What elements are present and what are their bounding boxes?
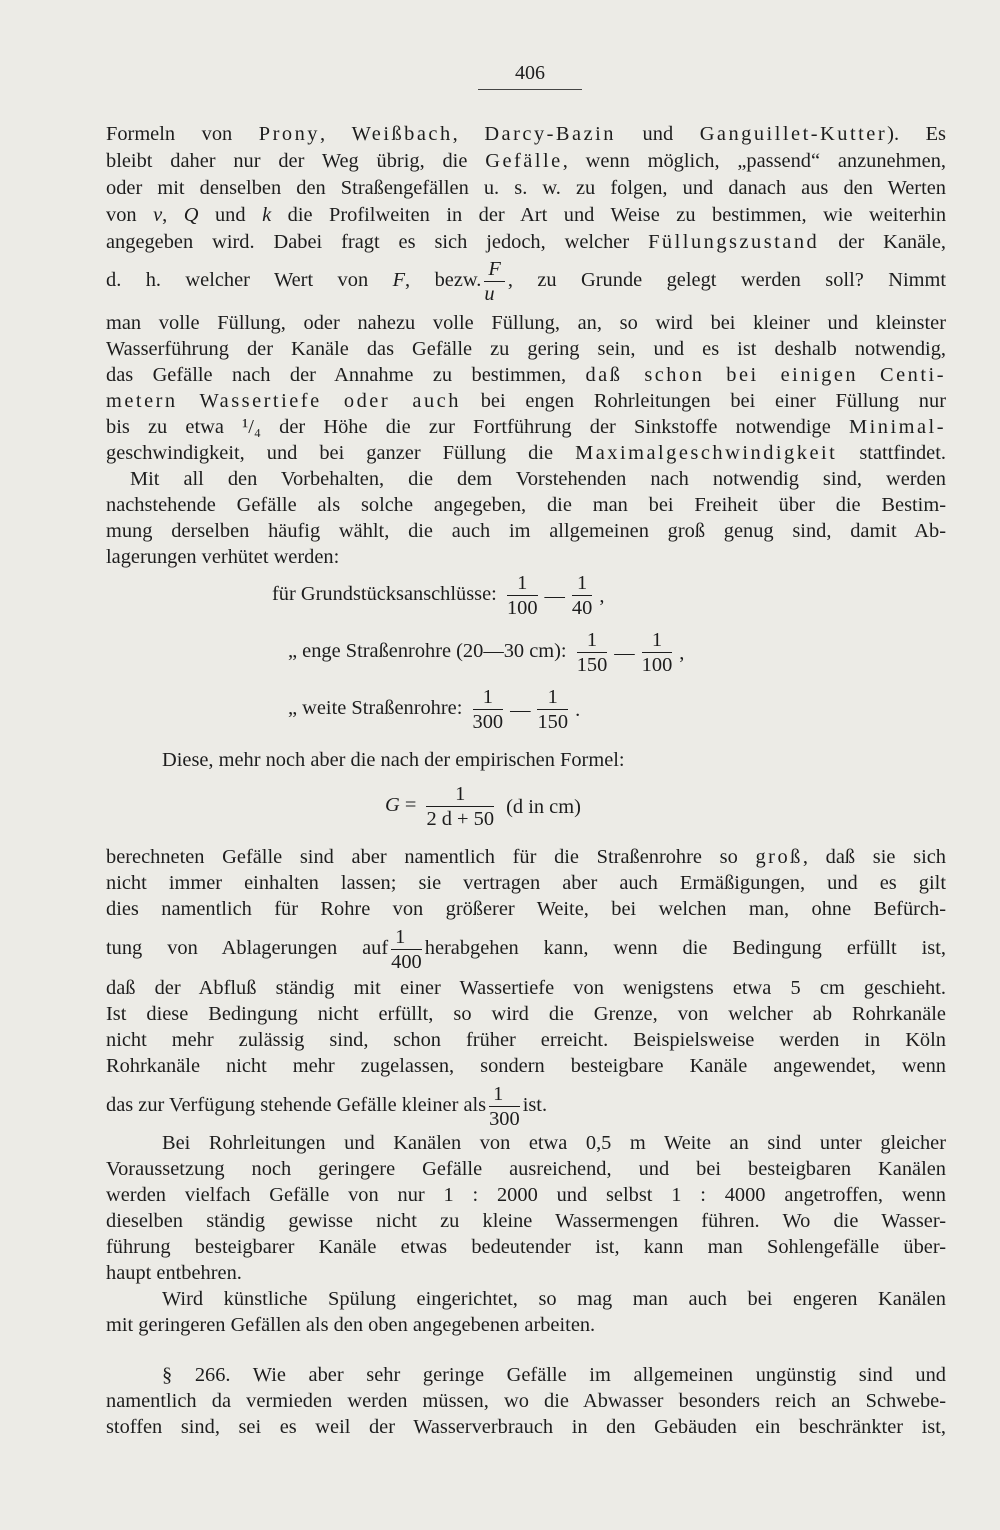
- text-line: Wird künstliche Spülung eingerichtet, so mag man auch bei engeren Kanälen: [162, 1288, 946, 1310]
- text-run: und: [198, 204, 263, 226]
- emphasis-text: Füllungszustand: [648, 231, 820, 253]
- text-line: [106, 389, 946, 413]
- text-run: Formeln von: [106, 123, 259, 145]
- author-name: Ganguillet-Kutter: [699, 123, 888, 145]
- text-line: [106, 230, 946, 254]
- formula-label: „ enge Straßenrohre (20—30 cm):: [288, 640, 567, 663]
- text-run: berechneten Gefälle sind aber namentlich für die Straßenrohre so: [106, 846, 756, 868]
- fraction: [391, 925, 422, 974]
- fraction-denominator: 400: [391, 950, 422, 973]
- text-run: ist.: [522, 1094, 548, 1116]
- page-number: 406: [478, 62, 582, 90]
- text-line: stoffen sind, sei es weil der Wasserverbrauch in den Gebäuden ein beschränkter ist,: [106, 1416, 946, 1438]
- fraction-denominator: 150: [576, 654, 608, 676]
- fraction-numerator: 1: [537, 685, 568, 710]
- dash: —: [510, 698, 531, 721]
- text-run: ,: [452, 123, 485, 145]
- fraction: [426, 782, 494, 831]
- text-run: ,: [320, 123, 352, 145]
- fraction: [507, 571, 538, 620]
- text-line: [106, 441, 946, 465]
- text-line: mit geringeren Gefällen als den oben angegebenen arbeiten.: [106, 1314, 596, 1336]
- text-line: [106, 122, 946, 146]
- text-line: [106, 203, 946, 227]
- fraction-denominator: 150: [537, 711, 569, 733]
- fraction-numerator: F: [484, 257, 504, 282]
- fraction-denominator: 300: [489, 1107, 520, 1130]
- emphasis-text: Gefälle: [485, 150, 563, 172]
- fraction-numerator: 1: [642, 628, 673, 653]
- fraction-numerator: 1: [572, 571, 592, 596]
- text-line: Mit all den Vorbehalten, die dem Vorstehenden nach notwendig sind, werden: [130, 468, 946, 490]
- dash: —: [544, 584, 565, 607]
- text-line: Wasserführung der Kanäle das Gefälle zu gering sein, und es ist deshalb notwendig,: [106, 338, 946, 360]
- formula-label: für Grundstücksanschlüsse:: [272, 583, 497, 606]
- author-name: Darcy-Bazin: [484, 123, 616, 145]
- fraction: [489, 1082, 520, 1131]
- text-line: [106, 922, 946, 974]
- variable: v: [153, 204, 163, 226]
- text-line: dieselben ständig gewisse nicht zu kleine Wassermengen führen. Wo die Wasser-: [106, 1210, 946, 1232]
- formula-line: [288, 628, 686, 677]
- fraction-denominator: 100: [641, 654, 673, 676]
- text-run: bleibt daher nur der Weg übrig, die: [106, 150, 486, 172]
- text-run: , wenn möglich, „passend“ anzunehmen,: [562, 150, 946, 172]
- fraction-denominator: 300: [472, 711, 504, 733]
- text-run: herabgehen kann, wenn die Bedingung erfüllt ist,: [424, 937, 946, 959]
- text-line: werden vielfach Gefälle von nur 1 : 2000 und selbst 1 : 4000 angetroffen, wenn: [106, 1184, 946, 1206]
- text-line: nicht mehr zulässig sind, schon früher erreicht. Beispielsweise werden in Köln: [106, 1029, 946, 1051]
- fraction-numerator: 1: [577, 628, 608, 653]
- text-run: d. h. welcher Wert von: [106, 269, 393, 291]
- fraction: [484, 257, 504, 306]
- text-line: Rohrkanäle nicht mehr zugelassen, sondern besteigbare Kanäle angewendet, wenn: [106, 1055, 946, 1077]
- text-line: mung derselben häufig wählt, die auch im allgemeinen groß genug sind, damit Ab-: [106, 520, 946, 542]
- text-run: , zu Grunde gelegt werden soll? Nimmt: [507, 269, 947, 291]
- text-line: daß der Abfluß ständig mit einer Wassertiefe von wenigstens etwa 5 cm geschieht.: [106, 977, 946, 999]
- text-line: namentlich da vermieden werden müssen, wo die Abwasser besonders reich an Schwebe-: [106, 1390, 946, 1412]
- author-name: Weißbach: [351, 123, 453, 145]
- text-line: führung besteigbarer Kanäle etwas bedeutender ist, kann man Sohlengefälle über-: [106, 1236, 946, 1258]
- fraction-denominator: u: [484, 282, 495, 305]
- equation-note: (d in cm): [506, 795, 581, 818]
- fraction-numerator: 1: [489, 1082, 520, 1107]
- text-line: [106, 1080, 946, 1130]
- fraction-numerator: 1: [507, 571, 538, 596]
- text-run: die Profilweiten in der Art und Weise zu bestimmen, wie weiterhin: [271, 204, 947, 226]
- formula-line: [288, 685, 582, 734]
- text-line: [106, 149, 946, 173]
- fraction: [473, 685, 504, 734]
- text-line: Voraussetzung noch geringere Gefälle ausreichend, und bei besteigbaren Kanälen: [106, 1158, 946, 1180]
- variable: F: [392, 269, 406, 291]
- variable: Q: [183, 204, 199, 226]
- text-line: nicht immer einhalten lassen; sie vertragen aber auch Ermäßigungen, und es gilt: [106, 872, 946, 894]
- text-line: dies namentlich für Rohre von größerer Weite, bei welchen man, ohne Befürch-: [106, 898, 946, 920]
- text-run: ). Es: [887, 123, 946, 145]
- text-line: [106, 845, 946, 869]
- fraction: [572, 571, 592, 620]
- text-line: [106, 256, 946, 304]
- emphasis-text: metern Wassertiefe oder auch: [106, 390, 461, 412]
- section-line: § 266. Wie aber sehr geringe Gefälle im allgemeinen ungünstig sind und: [162, 1364, 946, 1386]
- formula-line: [272, 571, 606, 620]
- text-run: das zur Verfügung stehende Gefälle kleiner als: [106, 1094, 487, 1116]
- fraction: [577, 628, 608, 677]
- text-run: der Kanäle,: [819, 231, 946, 253]
- formula-label: „ weite Straßenrohre:: [288, 697, 463, 720]
- text-line: man volle Füllung, oder nahezu volle Füllung, an, so wird bei kleiner und kleinster: [106, 312, 946, 334]
- emphasis-text: daß schon bei einigen Centi-: [585, 364, 946, 386]
- fraction: [642, 628, 673, 677]
- text-run: und: [616, 123, 700, 145]
- text-line: oder mit denselben den Straßengefällen u. s. w. zu folgen, und danach aus den Werten: [106, 177, 946, 199]
- text-run: , daß sie sich: [802, 846, 946, 868]
- fraction-denominator: 2 d + 50: [426, 808, 495, 830]
- punctuation: ,: [679, 641, 685, 664]
- text-run: bis zu etwa ¹/₄ der Höhe die zur Fortführung der Sinkstoffe notwendige: [106, 416, 849, 438]
- punctuation: ,: [599, 584, 605, 607]
- fraction-denominator: 40: [571, 597, 593, 619]
- text-run: tung von Ablagerungen auf: [106, 937, 389, 959]
- emphasis-text: Maximalgeschwindigkeit: [575, 442, 838, 464]
- equals-sign: =: [399, 794, 422, 817]
- fraction-numerator: 1: [426, 782, 494, 807]
- text-run: angegeben wird. Dabei fragt es sich jedoch, welcher: [106, 231, 649, 253]
- author-name: Prony: [258, 123, 320, 145]
- text-line: haupt entbehren.: [106, 1262, 242, 1284]
- text-run: , bezw.: [405, 269, 482, 291]
- text-line: [106, 363, 946, 387]
- text-line: Diese, mehr noch aber die nach der empirischen Formel:: [162, 749, 625, 771]
- text-run: das Gefälle nach der Annahme zu bestimmen,: [106, 364, 586, 386]
- punctuation: .: [575, 698, 581, 721]
- emphasis-text: groß: [755, 846, 803, 868]
- text-run: ,: [162, 204, 184, 226]
- text-run: bei engen Rohrleitungen bei einer Füllung nur: [460, 390, 946, 412]
- text-line: lagerungen verhütet werden:: [106, 546, 340, 568]
- fraction-numerator: 1: [473, 685, 504, 710]
- fraction: [537, 685, 568, 734]
- fraction-numerator: 1: [391, 925, 422, 950]
- text-run: geschwindigkeit, und bei ganzer Füllung die: [106, 442, 576, 464]
- variable: k: [262, 204, 272, 226]
- text-run: stattfindet.: [837, 442, 946, 464]
- dash: —: [614, 641, 635, 664]
- fraction-denominator: 100: [506, 597, 538, 619]
- text-line: Ist diese Bedingung nicht erfüllt, so wird die Grenze, von welcher ab Rohrkanäle: [106, 1003, 946, 1025]
- equation: [385, 782, 583, 831]
- text-line: Bei Rohrleitungen und Kanälen von etwa 0,5 m Weite an sind unter gleicher: [162, 1132, 946, 1154]
- text-line: [106, 415, 946, 439]
- variable: G: [385, 794, 400, 817]
- emphasis-text: Minimal-: [848, 416, 946, 438]
- text-run: von: [106, 204, 154, 226]
- text-line: nachstehende Gefälle als solche angegeben, die man bei Freiheit über die Bestim-: [106, 494, 946, 516]
